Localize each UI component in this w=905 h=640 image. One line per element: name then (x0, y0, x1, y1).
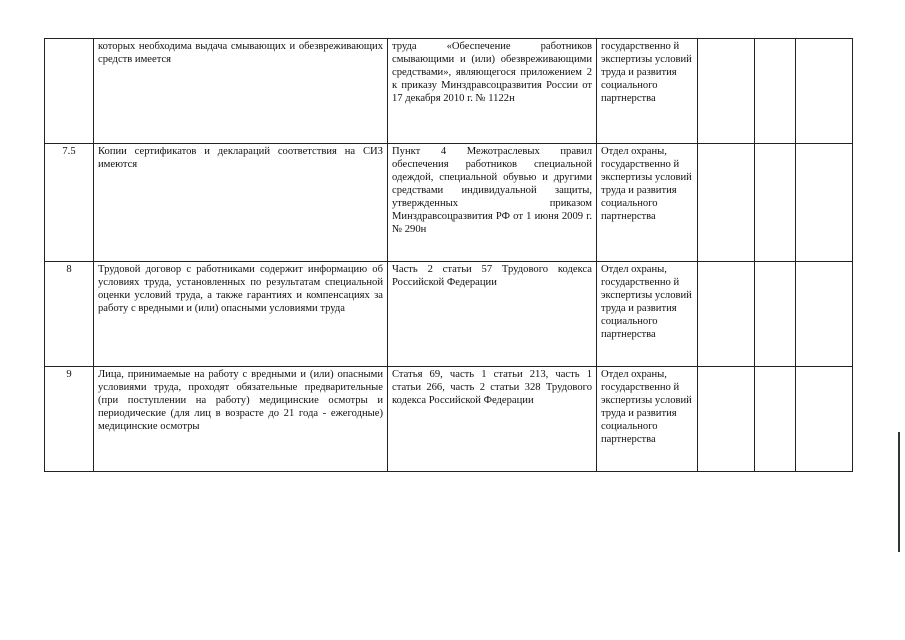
requirement-cell: Лица, принимаемые на работу с вредными и (или) опасными условиями труда, проходят обязательные предварительные (при поступлении на работу) медицинские осмотры и периодические (для лиц в возрасте до 21 года - ежегодные) медицинские осмотры (94, 367, 388, 472)
notes-cell (796, 262, 853, 367)
notes-cell (796, 367, 853, 472)
answer-yes-cell (698, 144, 755, 262)
inspection-table (44, 38, 853, 472)
department-cell: Отдел охраны, государственно й экспертизы условий труда и развития социального партнерства (597, 144, 698, 262)
requirement-cell: которых необходима выдача смывающих и обезвреживающих средств имеется (94, 39, 388, 144)
table-row (45, 39, 853, 144)
table-row (45, 262, 853, 367)
department-cell: государственно й экспертизы условий труда и развития социального партнерства (597, 39, 698, 144)
answer-yes-cell (698, 262, 755, 367)
row-number: 8 (45, 262, 94, 367)
notes-cell (796, 144, 853, 262)
table-row (45, 367, 853, 472)
legal-source-cell: Часть 2 статьи 57 Трудового кодекса Российской Федерации (388, 262, 597, 367)
scan-edge-mark (898, 432, 900, 552)
row-number (45, 39, 94, 144)
legal-source-cell: труда «Обеспечение работников смывающими и (или) обезвреживающими средствами», являющегося приложением 2 к приказу Минздравсоцразвития России от 17 декабря 2010 г. № 1122н (388, 39, 597, 144)
row-number: 7.5 (45, 144, 94, 262)
department-cell: Отдел охраны, государственно й экспертизы условий труда и развития социального партнерства (597, 262, 698, 367)
answer-no-cell (755, 367, 796, 472)
requirement-cell: Копии сертификатов и деклараций соответствия на СИЗ имеются (94, 144, 388, 262)
department-cell: Отдел охраны, государственно й экспертизы условий труда и развития социального партнерства (597, 367, 698, 472)
legal-source-cell: Статья 69, часть 1 статьи 213, часть 1 статьи 266, часть 2 статьи 328 Трудового кодекса Российской Федерации (388, 367, 597, 472)
legal-source-cell: Пункт 4 Межотраслевых правил обеспечения работников специальной одеждой, специальной обувью и другими средствами индивидуальной защиты, утвержденных приказом Минздравсоцразвития РФ от 1 июня 2009 г. № 290н (388, 144, 597, 262)
answer-yes-cell (698, 367, 755, 472)
answer-no-cell (755, 262, 796, 367)
row-number: 9 (45, 367, 94, 472)
requirement-cell: Трудовой договор с работниками содержит информацию об условиях труда, установленных по результатам специальной оценки условий труда, а также гарантиях и компенсациях за работу с вредными и (или) опасными условиями труда (94, 262, 388, 367)
answer-no-cell (755, 144, 796, 262)
notes-cell (796, 39, 853, 144)
answer-yes-cell (698, 39, 755, 144)
answer-no-cell (755, 39, 796, 144)
table-row (45, 144, 853, 262)
